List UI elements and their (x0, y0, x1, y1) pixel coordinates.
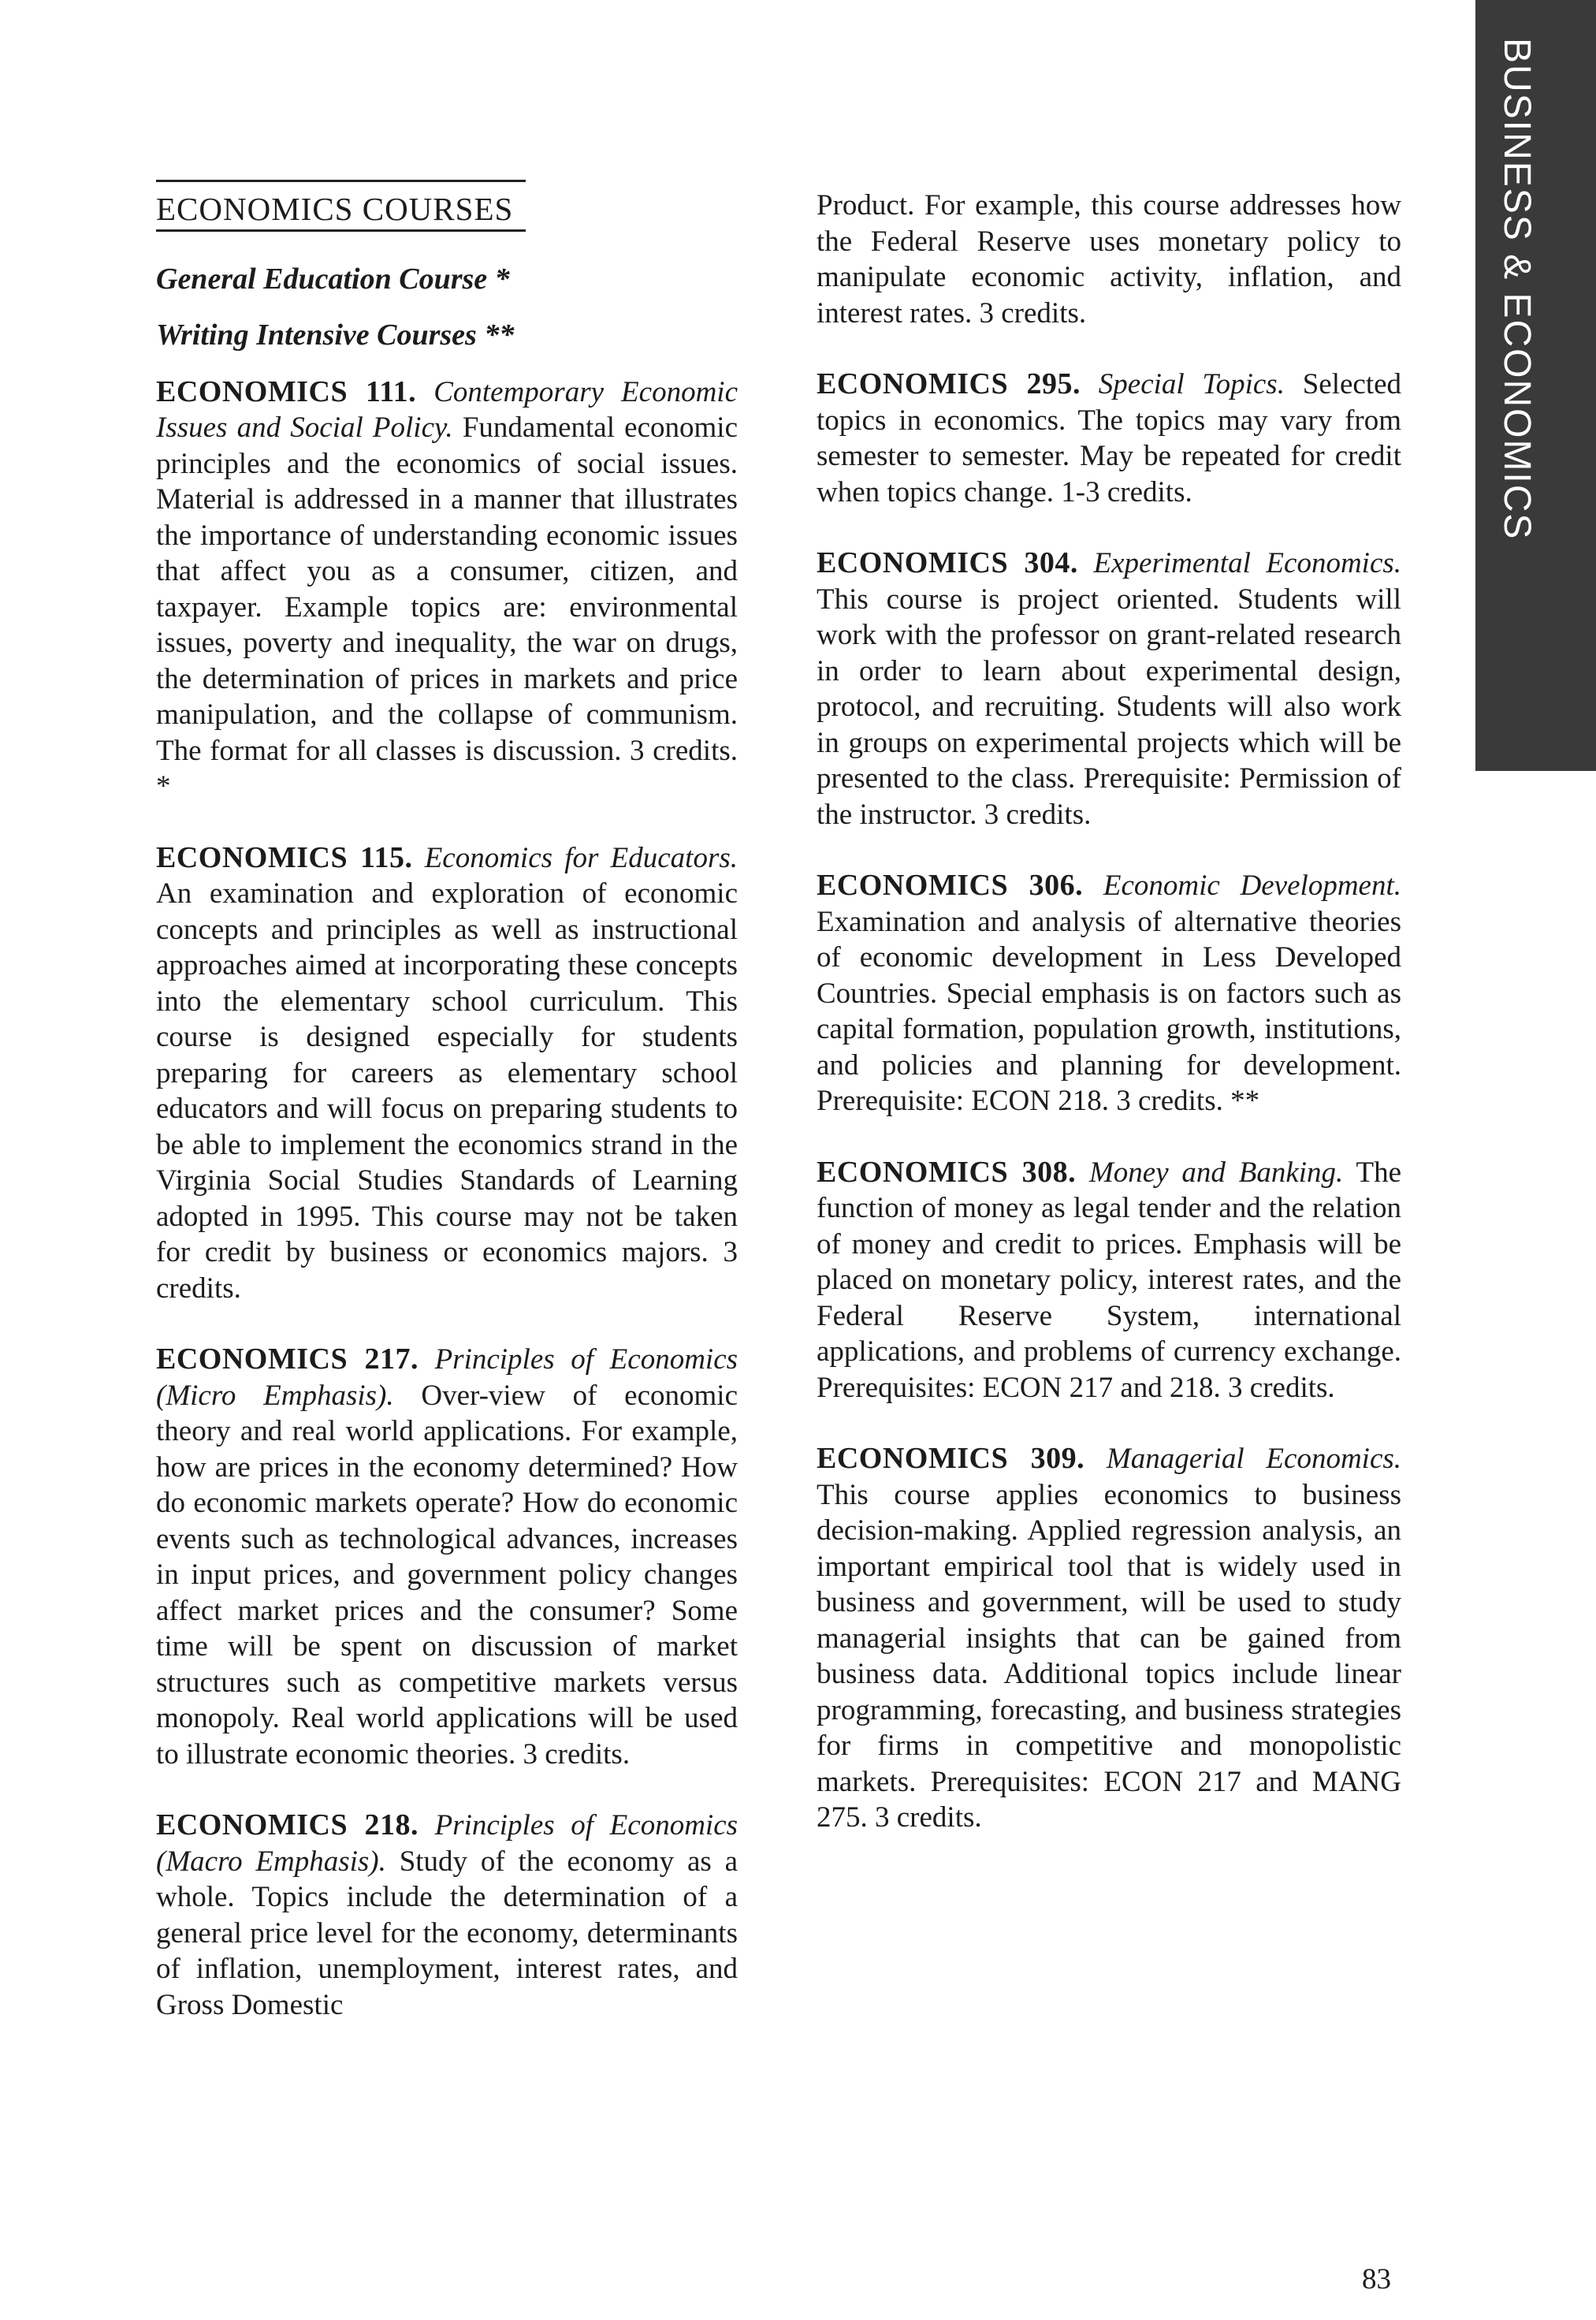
course-code: ECONOMICS 115. (156, 840, 413, 874)
side-tab (1475, 0, 1596, 771)
course-description: Fundamental economic principles and the economics of social issues. Material is addressed in a manner that illustrates the importance of understanding economic issues that affect you as a consumer, citizen, and taxpayer. Example topics are: environmental issues, poverty and inequality, the war on drugs, the determination of prices in markets and price manipulation, and the collapse of communism. The format for all classes is discussion. 3 credits. * (156, 411, 738, 803)
course-econ-218-continued: Product. For example, this course addresses how the Federal Reserve uses monetary policy to manipulate economic activity, inflation, and interest rates. 3 credits. (817, 189, 1401, 330)
course-econ-304 (817, 546, 1401, 832)
course-description: Examination and analysis of alternative theories of economic development in Less Developed Countries. Special emphasis is on factors such as capital formation, population growth, institutions, and policies and planning for development. Prerequisite: ECON 218. 3 credits. ** (817, 905, 1401, 1117)
course-code: ECONOMICS 217. (156, 1342, 419, 1376)
course-econ-115 (156, 840, 738, 1307)
course-description: Over-view of economic theory and real world applications. For example, how are prices in the economy determined? How do economic markets operate? How do economic events such as technological advances, increases in input prices, and government policy changes affect market prices and the consumer? Some time will be spent on discussion of market structures such as competitive markets versus monopoly. Real world applications will be used to illustrate economic theories. 3 credits. (156, 1379, 738, 1771)
course-description: Study of the economy as a whole. Topics include the determination of a general price level for the economy, determinants of inflation, unemployment, interest rates, and Gross Domestic (156, 1845, 738, 2021)
course-code: ECONOMICS 308. (817, 1155, 1077, 1189)
course-econ-295 (817, 367, 1401, 510)
course-code: ECONOMICS 309. (817, 1442, 1085, 1475)
course-econ-217 (156, 1342, 738, 1772)
course-code: ECONOMICS 295. (817, 367, 1081, 400)
course-description: The function of money as legal tender and the relation of money and credit to prices. Emphasis will be placed on monetary policy, interest rates, and the Federal Reserve System, international applications, and problems of currency exchange. Prerequisites: ECON 217 and 218. 3 credits. (817, 1156, 1401, 1404)
course-title: Economics for Educators. (424, 841, 738, 874)
legend-general-education: General Education Course * (156, 262, 510, 296)
right-column (817, 188, 1401, 1871)
course-code: ECONOMICS 218. (156, 1808, 419, 1841)
course-title: Principles of Economics (Macro Emphasis). (156, 1809, 738, 1878)
course-code: ECONOMICS 306. (817, 869, 1084, 902)
course-title: Economic Development. (1103, 870, 1402, 902)
course-title: Experimental Economics. (1093, 547, 1402, 579)
course-title: Money and Banking. (1088, 1156, 1344, 1189)
left-column (156, 180, 738, 2058)
course-code: ECONOMICS 304. (817, 546, 1078, 579)
section-heading: ECONOMICS COURSES (156, 180, 526, 232)
legend-writing-intensive: Writing Intensive Courses ** (156, 318, 515, 352)
side-tab-label: BUSINESS & ECONOMICS (1496, 38, 1538, 541)
page-number: 83 (1362, 2263, 1391, 2296)
course-title: Special Topics. (1098, 368, 1285, 400)
course-description: This course is project oriented. Students will work with the professor on grant-related research in order to learn about experimental design, protocol, and recruiting. Students will also work in groups on experimental projects which will be presented to the class. Prerequisite: Permission of the instructor. 3 credits. (817, 583, 1401, 831)
course-description: An examination and exploration of economic concepts and principles as well as instructional approaches aimed at incorporating these concepts into the elementary school curriculum. This course is designed especially for students preparing for careers as elementary school educators and will focus on preparing students to be able to implement the economics strand in the Virginia Social Studies Standards of Learning adopted in 1995. This course may not be taken for credit by business or economics majors. 3 credits. (156, 877, 738, 1305)
course-econ-218 (156, 1808, 738, 2023)
course-description: This course applies economics to business decision-making. Applied regression analysis, an important empirical tool that is widely used in business and government, will be used to study managerial insights that can be gained from business data. Additional topics include linear programming, forecasting, and business strategies for firms in competitive and monopolistic markets. Prerequisites: ECON 217 and MANG 275. 3 credits. (817, 1478, 1401, 1834)
course-title: Managerial Economics. (1106, 1443, 1402, 1475)
course-title: Principles of Economics (Micro Emphasis). (156, 1343, 738, 1412)
course-econ-111 (156, 374, 738, 805)
course-description: Selected topics in economics. The topics may vary from semester to semester. May be repeated for credit when topics change. 1-3 credits. (817, 368, 1402, 508)
course-code: ECONOMICS 111. (156, 374, 417, 408)
course-econ-308 (817, 1155, 1401, 1406)
course-econ-306 (817, 868, 1401, 1119)
course-econ-309 (817, 1441, 1401, 1836)
course-title: Contemporary Economic Issues and Social Policy. (156, 375, 738, 444)
